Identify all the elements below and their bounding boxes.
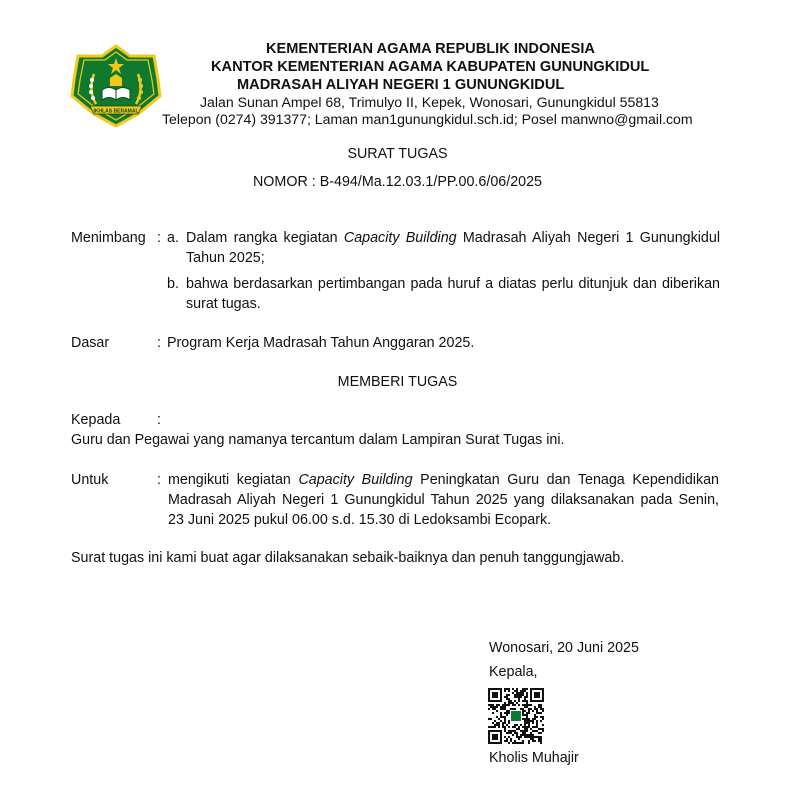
logo-ribbon-text: IKHLAS BERAMAL xyxy=(93,108,139,115)
memberi-tugas-heading: MEMBERI TUGAS xyxy=(337,374,458,390)
dasar-label: Dasar xyxy=(71,335,110,351)
signature-name: Kholis Muhajir xyxy=(489,750,579,766)
untuk-colon: : xyxy=(157,472,161,488)
kepada-colon: : xyxy=(157,412,161,428)
untuk-line1: mengikuti kegiatan Capacity Building Peningkatan Guru dan Tenaga Kependidikan xyxy=(168,472,719,488)
menimbang-a-line1: Dalam rangka kegiatan Capacity Building Madrasah Aliyah Negeri 1 Gunungkidul xyxy=(186,230,721,246)
menimbang-a-line2: Tahun 2025; xyxy=(186,250,265,266)
kepada-label: Kepada xyxy=(71,412,121,428)
menimbang-label: Menimbang xyxy=(71,230,146,246)
dasar-colon: : xyxy=(157,335,161,351)
kepada-text: Guru dan Pegawai yang namanya tercantum dalam Lampiran Surat Tugas ini. xyxy=(71,432,565,448)
menimbang-b-marker: b. xyxy=(167,276,179,292)
document-number: NOMOR : B-494/Ma.12.03.1/PP.00.6/06/2025 xyxy=(252,174,543,190)
qr-code-icon xyxy=(488,688,544,744)
dasar-text: Program Kerja Madrasah Tahun Anggaran 2025. xyxy=(167,335,475,351)
kop-office: KANTOR KEMENTERIAN AGAMA KABUPATEN GUNUNGKIDUL xyxy=(211,59,650,75)
kop-madrasah: MADRASAH ALIYAH NEGERI 1 GUNUNGKIDUL xyxy=(237,77,565,93)
untuk-line2: Madrasah Aliyah Negeri 1 Gunungkidul Tahun 2025 yang dilaksanakan pada Senin, xyxy=(168,492,719,508)
untuk-line3: 23 Juni 2025 pukul 06.00 s.d. 15.30 di Ledoksambi Ecopark. xyxy=(168,512,552,528)
menimbang-a-marker: a. xyxy=(167,230,179,246)
menimbang-b-line1: bahwa berdasarkan pertimbangan pada huruf a diatas perlu ditunjuk dan diberikan xyxy=(186,276,720,292)
kop-contact: Telepon (0274) 391377; Laman man1gunungkidul.sch.id; Posel manwno@gmail.com xyxy=(162,111,693,127)
document-title: SURAT TUGAS xyxy=(347,146,448,162)
menimbang-colon: : xyxy=(157,230,161,246)
menimbang-b-line2: surat tugas. xyxy=(186,296,261,312)
untuk-label: Untuk xyxy=(71,472,109,488)
kop-address: Jalan Sunan Ampel 68, Trimulyo II, Kepek, Wonosari, Gunungkidul 55813 xyxy=(200,94,659,110)
closing-statement: Surat tugas ini kami buat agar dilaksanakan sebaik-baiknya dan penuh tanggungjawab. xyxy=(71,550,625,566)
kop-ministry: KEMENTERIAN AGAMA REPUBLIK INDONESIA xyxy=(266,41,595,57)
signature-position: Kepala, xyxy=(489,664,538,680)
signature-place-date: Wonosari, 20 Juni 2025 xyxy=(489,640,639,656)
kementerian-agama-emblem-icon xyxy=(70,44,162,128)
